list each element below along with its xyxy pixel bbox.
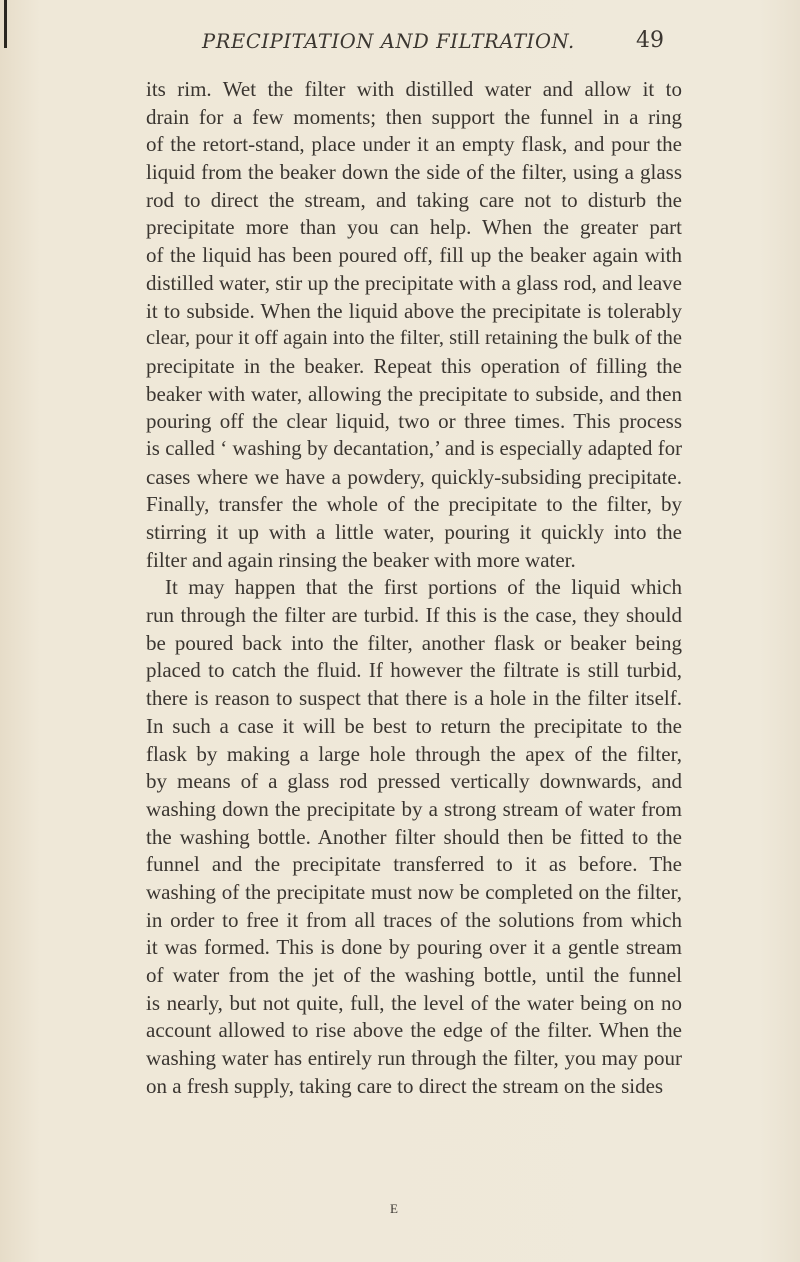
text-line: funnel and the precipitate transferred to it as before. The	[146, 852, 682, 877]
text-line: in order to free it from all traces of the solutions from which	[146, 907, 682, 932]
text-line: It may happen that the first portions of the liquid which	[165, 575, 682, 600]
running-title: PRECIPITATION AND FILTRATION.	[202, 30, 575, 53]
text-line: it to subside. When the liquid above the precipitate is tolerably	[146, 298, 682, 323]
text-line: washing down the precipitate by a strong stream of water from	[146, 796, 682, 821]
text-line: stirring it up with a little water, pouring it quickly into the	[146, 520, 682, 544]
text-line: run through the filter are turbid. If this is the case, they should	[146, 603, 682, 628]
text-line: placed to catch the fluid. If however the filtrate is still turbid,	[146, 658, 682, 683]
text-line: cases where we have a powdery, quickly-subsiding precipitate.	[146, 464, 682, 489]
text-line: it was formed. This is done by pouring over it a gentle stream	[146, 935, 682, 960]
text-line: there is reason to suspect that there is a hole in the filter itself.	[146, 686, 682, 711]
text-line: pouring off the clear liquid, two or three times. This process	[146, 409, 682, 434]
text-line: rod to direct the stream, and taking care not to disturb the	[146, 187, 682, 212]
text-line: washing water has entirely run through the filter, you may pour	[146, 1046, 682, 1071]
text-line: be poured back into the filter, another flask or beaker being	[146, 630, 682, 655]
text-line: its rim. Wet the filter with distilled water and allow it to	[146, 77, 682, 101]
text-line: precipitate in the beaker. Repeat this operation of filling the	[146, 353, 682, 378]
text-line: distilled water, stir up the precipitate with a glass rod, and leave	[146, 270, 682, 295]
text-line: washing of the precipitate must now be completed on the filter,	[146, 879, 682, 904]
body-text	[146, 76, 682, 1100]
text-line: drain for a few moments; then support the funnel in a ring	[146, 104, 682, 129]
text-line: Finally, transfer the whole of the precipitate to the filter, by	[146, 492, 682, 517]
signature-mark: E	[390, 1201, 398, 1216]
text-line: on a fresh supply, taking care to direct the stream on the sides	[146, 1073, 664, 1098]
text-line: by means of a glass rod pressed vertically downwards, and	[146, 769, 682, 794]
text-line: beaker with water, allowing the precipitate to subside, and then	[146, 381, 682, 406]
text-line: liquid from the beaker down the side of the filter, using a glass	[146, 160, 682, 185]
text-line: of the retort-stand, place under it an empty flask, and pour the	[146, 132, 682, 157]
text-line: clear, pour it off again into the filter, still retaining the bulk of the	[146, 327, 682, 350]
text-line: of water from the jet of the washing bottle, until the funnel	[146, 963, 682, 987]
running-head	[0, 22, 800, 62]
text-line: flask by making a large hole through the apex of the filter,	[146, 741, 682, 766]
text-line: In such a case it will be best to return the precipitate to the	[146, 713, 682, 738]
text-line: account allowed to rise above the edge of the filter. When the	[146, 1018, 682, 1043]
text-line: the washing bottle. Another filter should then be fitted to the	[146, 824, 682, 849]
page-number: 49	[636, 28, 664, 53]
text-line: of the liquid has been poured off, fill up the beaker again with	[146, 243, 682, 268]
text-line: filter and again rinsing the beaker with more water.	[146, 547, 576, 572]
text-line: is called ‘ washing by decantation,’ and is especially adapted for	[146, 437, 682, 460]
text-line: is nearly, but not quite, full, the level of the water being on no	[146, 990, 682, 1015]
text-line: precipitate more than you can help. When the greater part	[146, 215, 682, 240]
